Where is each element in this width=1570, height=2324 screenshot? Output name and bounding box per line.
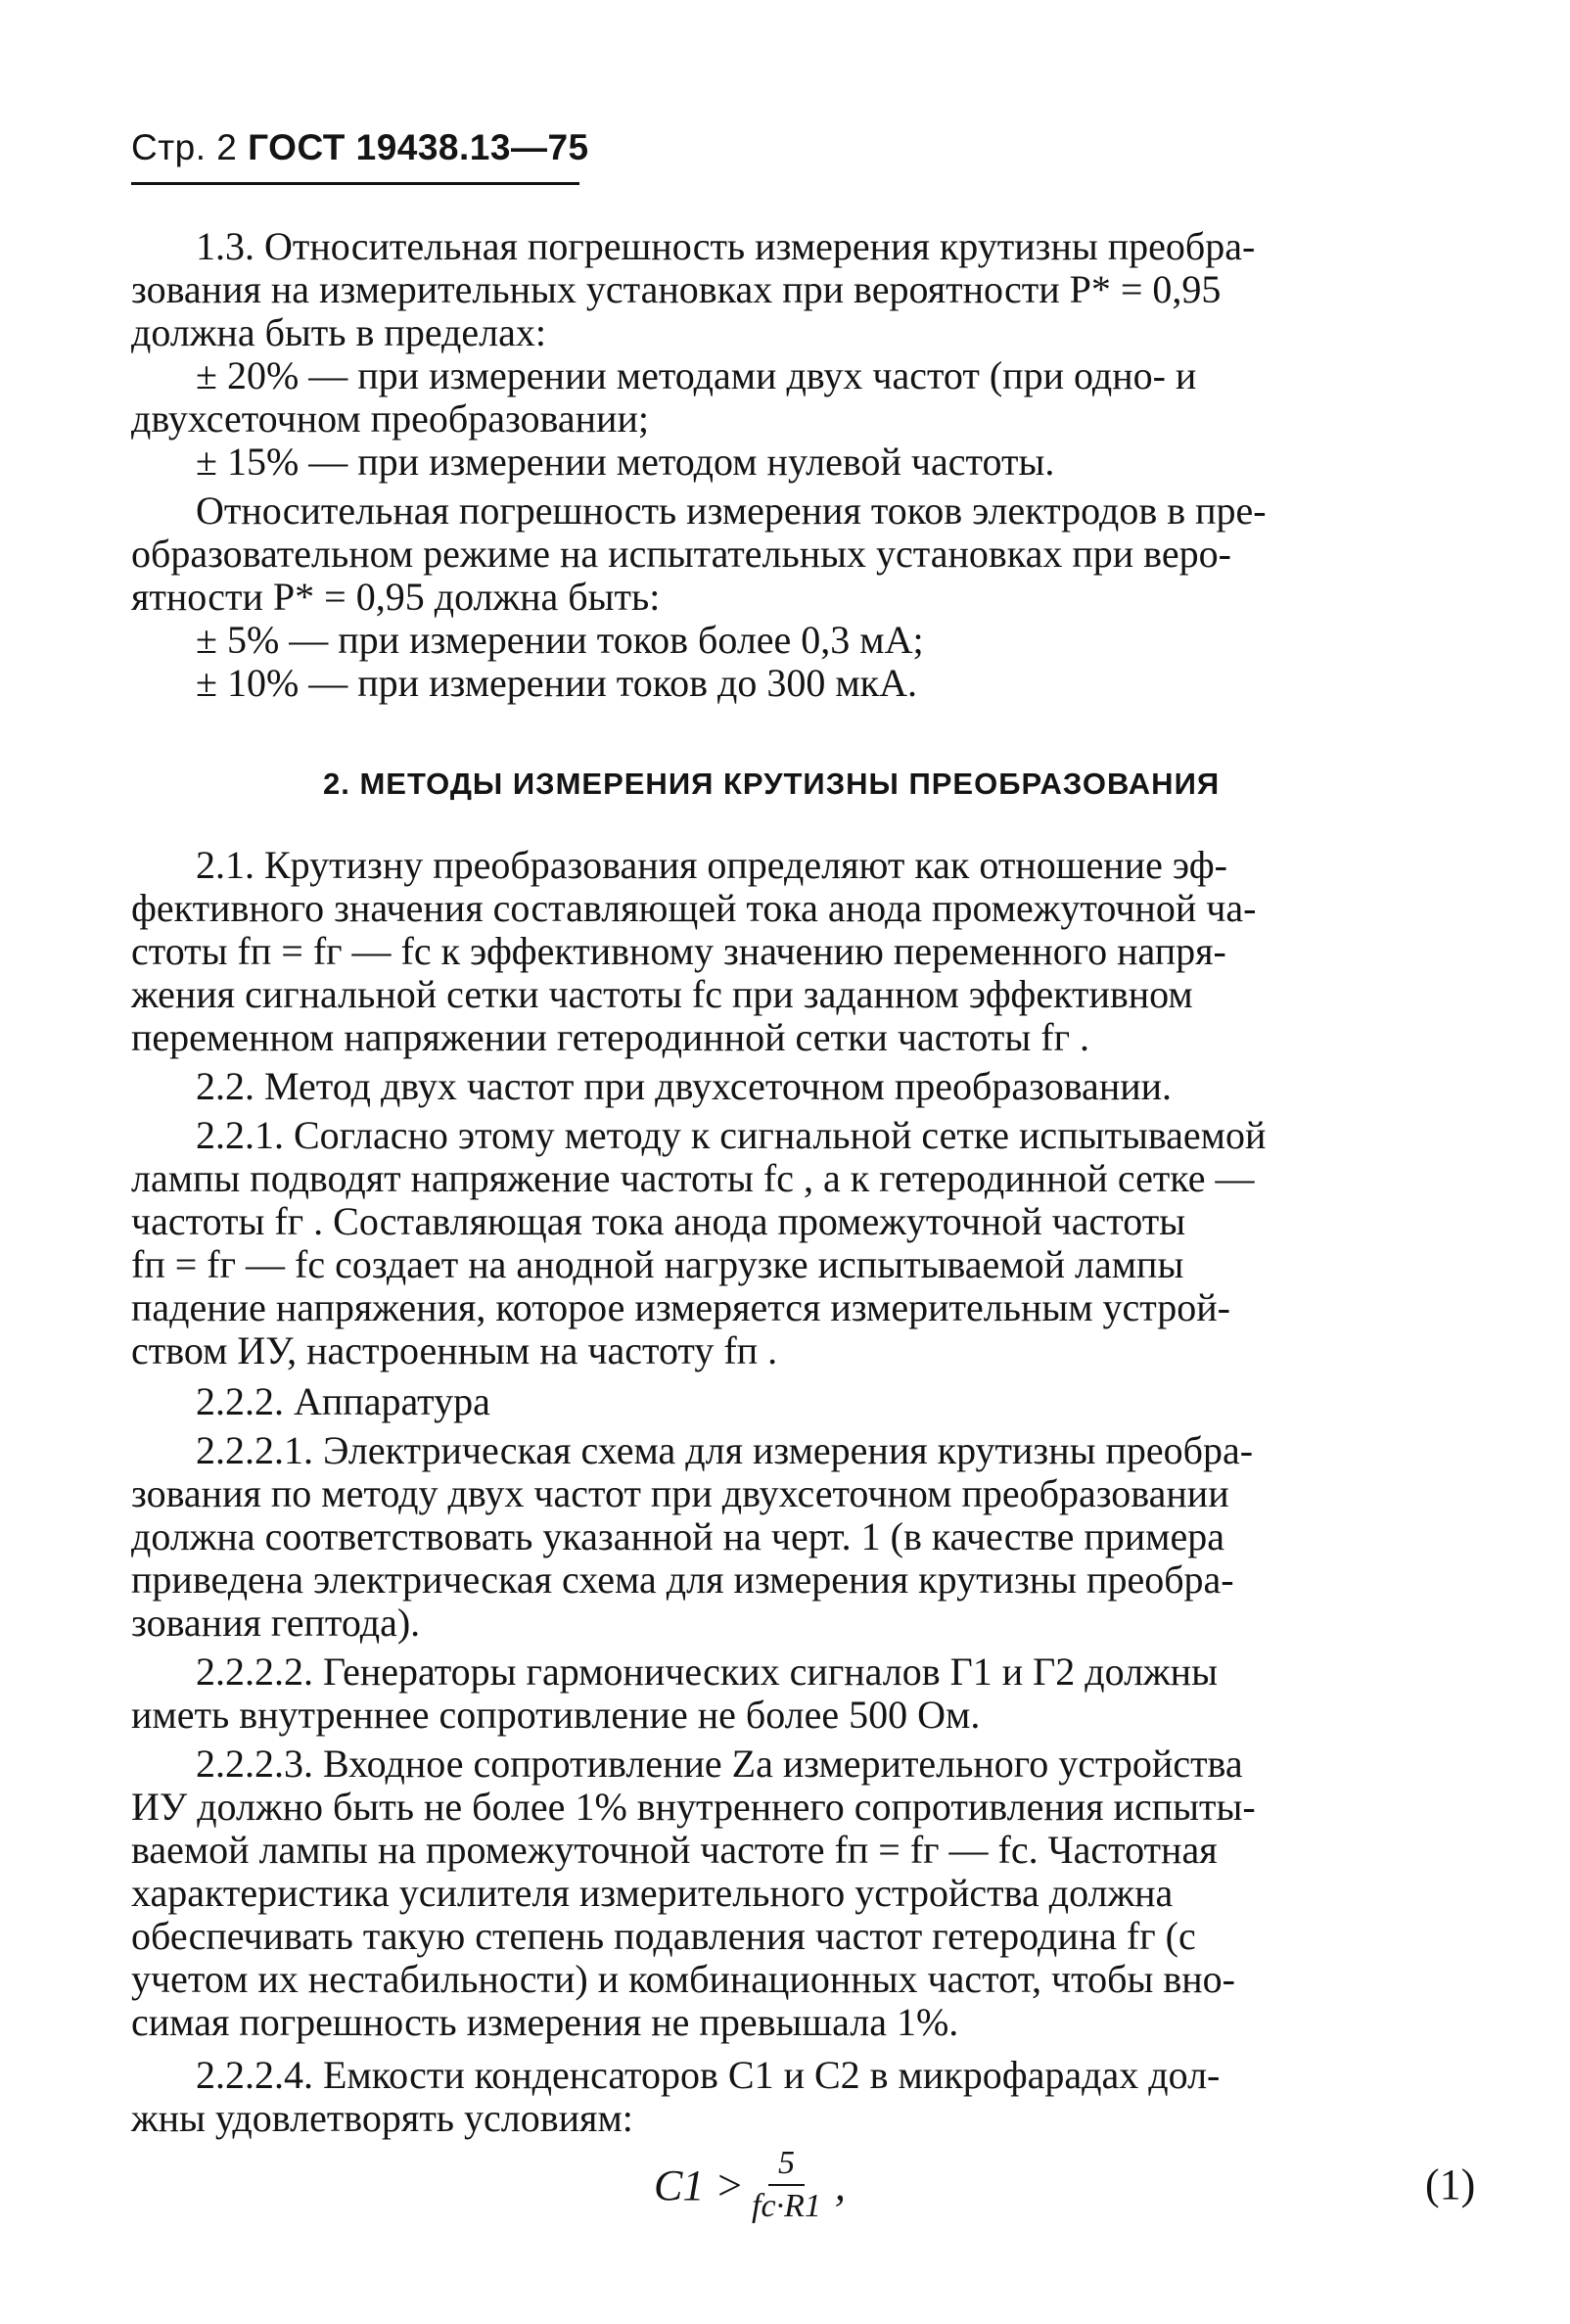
text-line: ваемой лампы на промежуточной частоте fп = fг — fc. Частотная	[131, 1828, 1218, 1872]
text-line: учетом их нестабильности) и комбинационных частот, чтобы вно-	[131, 1957, 1235, 2001]
text-line: фективного значения составляющей тока анода промежуточной ча-	[131, 886, 1257, 930]
text-line: стоты fп = fг — fc к эффективному значению переменного напря-	[131, 929, 1226, 973]
text-line: образовательном режиме на испытательных установках при веро-	[131, 532, 1231, 576]
formula-fraction	[752, 2145, 821, 2225]
text-line: 2.1. Крутизну преобразования определяют как отношение эф-	[196, 843, 1228, 887]
text-line: жны удовлетворять условиям:	[131, 2096, 633, 2140]
text-line: жения сигнальной сетки частоты fc при заданном эффективном	[131, 972, 1193, 1016]
text-line: ИУ должно быть не более 1% внутреннего сопротивления испыты-	[131, 1785, 1256, 1829]
text-line: обеспечивать такую степень подавления частот гетеродина fг (с	[131, 1914, 1196, 1958]
text-line: 2.2.2.3. Входное сопротивление Zа измерительного устройства	[196, 1742, 1243, 1786]
text-line: ± 10% — при измерении токов до 300 мкА.	[196, 661, 917, 705]
text-line: иметь внутреннее сопротивление не более 500 Ом.	[131, 1693, 981, 1737]
text-line: 2.2.2.1. Электрическая схема для измерения крутизны преобра-	[196, 1428, 1254, 1472]
text-line: ством ИУ, настроенным на частоту fп .	[131, 1328, 778, 1372]
section-heading: 2. МЕТОДЫ ИЗМЕРЕНИЯ КРУТИЗНЫ ПРЕОБРАЗОВАНИЯ	[323, 767, 1221, 801]
formula-trailing-comma: ,	[834, 2161, 846, 2209]
text-line: частоты fг . Составляющая тока анода промежуточной частоты	[131, 1199, 1186, 1243]
text-line: ятности P* = 0,95 должна быть:	[131, 575, 661, 619]
text-line: должна быть в пределах:	[131, 310, 546, 354]
running-head	[131, 127, 589, 168]
formula-denominator: fc·R1	[752, 2188, 821, 2224]
formula-numerator: 5	[768, 2145, 805, 2186]
text-line: 2.2.2.2. Генераторы гармонических сигналов Г1 и Г2 должны	[196, 1650, 1218, 1694]
formula-1	[654, 2126, 846, 2244]
text-line: приведена электрическая схема для измерения крутизны преобра-	[131, 1557, 1234, 1602]
text-line: ± 5% — при измерении токов более 0,3 мА;	[196, 618, 924, 662]
text-line: переменном напряжении гетеродинной сетки частоты fг .	[131, 1015, 1090, 1059]
text-line: fп = fг — fc создает на анодной нагрузке испытываемой лампы	[131, 1242, 1184, 1286]
text-line: 2.2.2. Аппаратура	[196, 1379, 490, 1423]
text-line: Относительная погрешность измерения токов электродов в пре-	[196, 488, 1267, 533]
text-line: лампы подводят напряжение частоты fc , а к гетеродинной сетке —	[131, 1156, 1255, 1200]
header-rule	[131, 182, 579, 185]
formula-lhs: C1 >	[654, 2161, 745, 2209]
text-line: 1.3. Относительная погрешность измерения крутизны преобра-	[196, 224, 1256, 268]
text-line: падение напряжения, которое измеряется измерительным устрой-	[131, 1285, 1230, 1329]
equation-number: (1)	[1425, 2161, 1476, 2208]
text-line: 2.2.2.4. Емкости конденсаторов С1 и С2 в микрофарадах дол-	[196, 2053, 1221, 2097]
standard-number: ГОСТ 19438.13—75	[248, 127, 589, 167]
text-line: двухсеточном преобразовании;	[131, 396, 649, 441]
text-line: зования по методу двух частот при двухсеточном преобразовании	[131, 1471, 1229, 1515]
page-number: Стр. 2	[131, 127, 238, 167]
text-line: характеристика усилителя измерительного устройства должна	[131, 1871, 1174, 1915]
text-line: должна соответствовать указанной на черт. 1 (в качестве примера	[131, 1514, 1224, 1558]
text-line: симая погрешность измерения не превышала 1%.	[131, 2000, 959, 2044]
text-line: ± 15% — при измерении методом нулевой частоты.	[196, 440, 1055, 484]
text-line: 2.2.1. Согласно этому методу к сигнальной сетке испытываемой	[196, 1113, 1267, 1157]
text-line: ± 20% — при измерении методами двух частот (при одно- и	[196, 353, 1197, 397]
text-line: 2.2. Метод двух частот при двухсеточном преобразовании.	[196, 1064, 1173, 1108]
text-line: зования на измерительных установках при вероятности P* = 0,95	[131, 267, 1222, 311]
text-line: зования гептода).	[131, 1601, 421, 1645]
